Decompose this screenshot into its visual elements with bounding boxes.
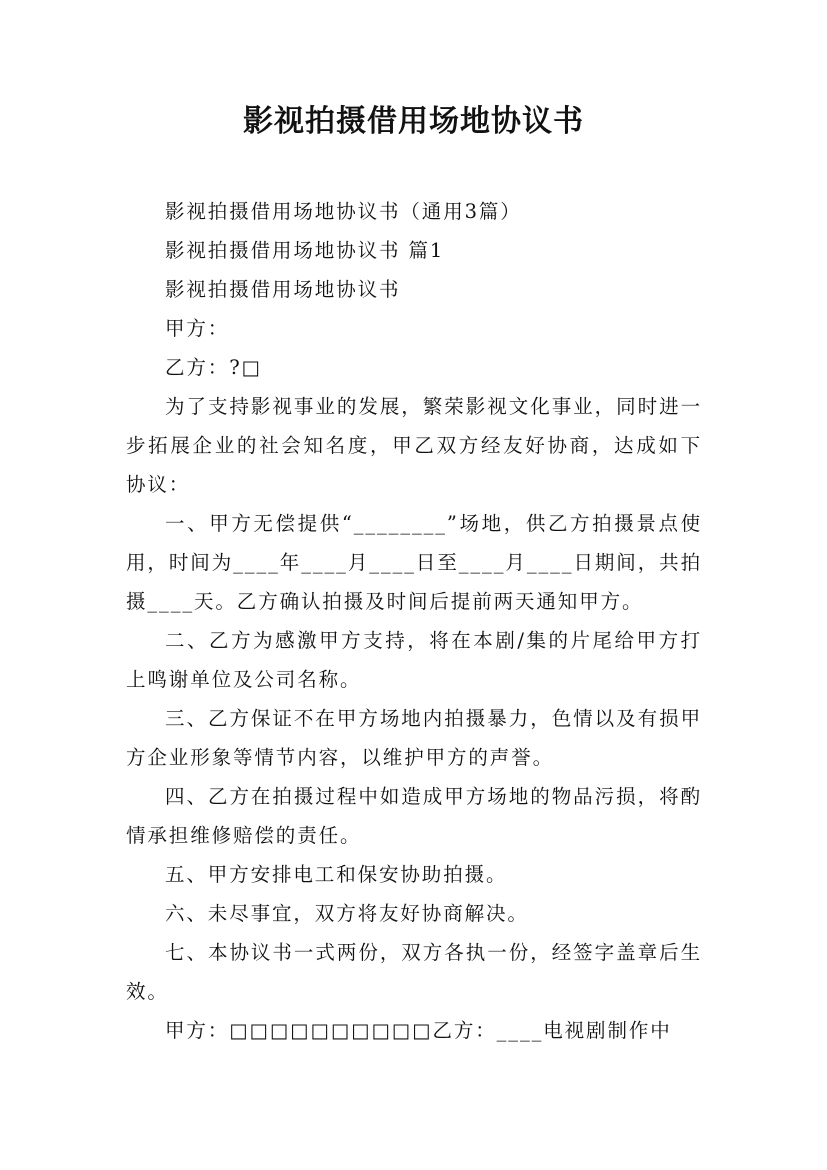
paragraph-clause-3: 三、乙方保证不在甲方场地内拍摄暴力，色情以及有损甲方企业形象等情节内容，以维护甲方的声誉。 (126, 707, 702, 769)
paragraph-section-heading: 影视拍摄借用场地协议书 篇1 (165, 239, 445, 262)
paragraph-clause-7: 七、本协议书一式两份，双方各执一份，经签字盖章后生效。 (126, 941, 702, 1003)
paragraph-subtitle: 影视拍摄借用场地协议书（通用3篇） (165, 200, 522, 223)
paragraph-clause-5: 五、甲方安排电工和保安协助拍摄。 (165, 863, 508, 886)
paragraph-doc-name: 影视拍摄借用场地协议书 (165, 278, 401, 301)
paragraph-signatures: 甲方：□□□□□□□□□□乙方：____电视剧制作中 (165, 1019, 672, 1042)
paragraph-clause-1: 一、甲方无偿提供“________”场地，供乙方拍摄景点使用，时间为____年____月____日至____月____日期间，共拍摄____天。乙方确认拍摄及时间后提前两天通知甲方。 (126, 512, 702, 613)
document-title: 影视拍摄借用场地协议书 (243, 104, 584, 139)
paragraph-party-b: 乙方：?□ (165, 356, 262, 379)
document-body (126, 192, 702, 1050)
paragraph-preamble: 为了支持影视事业的发展，繁荣影视文化事业，同时进一步拓展企业的社会知名度，甲乙双方经友好协商，达成如下协议： (126, 395, 702, 496)
paragraph-clause-6: 六、未尽事宜，双方将友好协商解决。 (165, 902, 529, 925)
paragraph-party-a: 甲方： (165, 317, 230, 340)
paragraph-clause-2: 二、乙方为感激甲方支持，将在本剧/集的片尾给甲方打上鸣谢单位及公司名称。 (126, 629, 702, 691)
paragraph-clause-4: 四、乙方在拍摄过程中如造成甲方场地的物品污损，将酌情承担维修赔偿的责任。 (126, 785, 702, 847)
